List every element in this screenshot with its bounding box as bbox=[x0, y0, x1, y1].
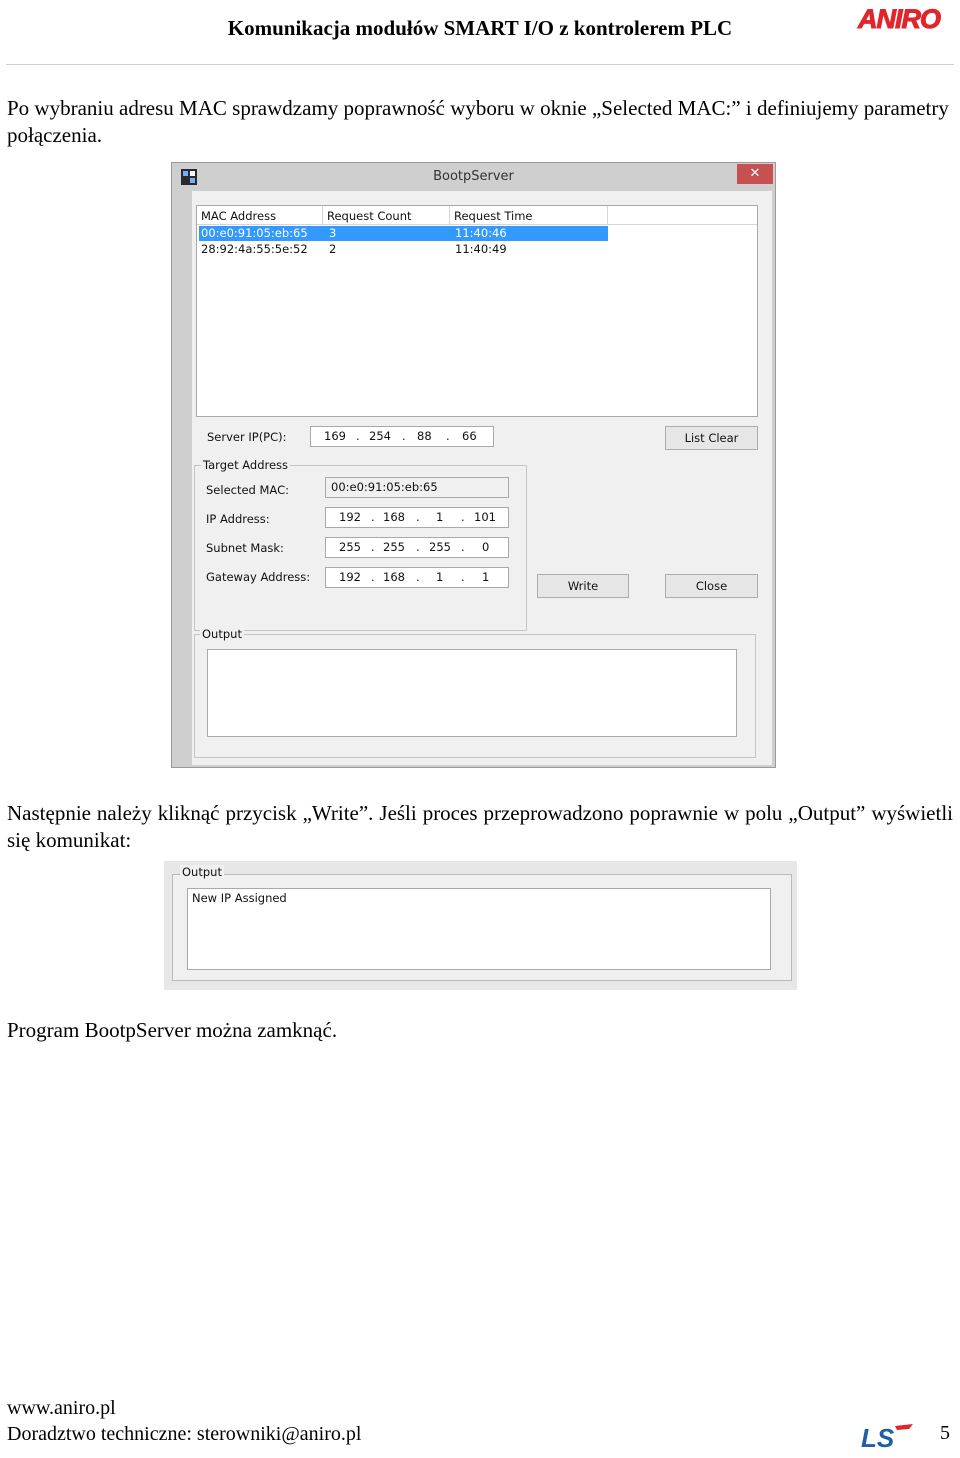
write-button[interactable]: Write bbox=[537, 574, 629, 598]
table-row[interactable] bbox=[199, 242, 608, 257]
window-close-button[interactable]: ✕ bbox=[737, 164, 773, 184]
window-title: BootpServer bbox=[433, 169, 514, 184]
intro-paragraph: Po wybraniu adresu MAC sprawdzamy poprawność wyboru w oknie „Selected MAC:” i definiujemy parametry połączenia. bbox=[7, 96, 949, 147]
row-count: 3 bbox=[329, 226, 337, 240]
ip-octet: 168 bbox=[383, 570, 405, 584]
header-divider bbox=[6, 64, 954, 65]
footer-support: Doradztwo techniczne: sterowniki@aniro.pl bbox=[7, 1423, 362, 1445]
output-snippet-group bbox=[172, 874, 792, 981]
selected-mac-value: 00:e0:91:05:eb:65 bbox=[331, 480, 438, 494]
column-header-empty bbox=[608, 206, 757, 225]
ip-octet: 254 bbox=[369, 429, 391, 443]
dialog-client-area bbox=[192, 191, 772, 765]
close-button[interactable]: Close bbox=[665, 574, 758, 598]
mac-list-view[interactable] bbox=[196, 205, 758, 417]
ip-octet: 1 bbox=[482, 570, 490, 584]
output-snippet-textarea[interactable] bbox=[187, 888, 771, 970]
ip-address-label: IP Address: bbox=[206, 512, 270, 526]
ip-octet: 255 bbox=[383, 540, 405, 554]
output-snippet bbox=[164, 861, 797, 990]
output-textarea[interactable] bbox=[207, 649, 737, 737]
selected-mac-field bbox=[325, 477, 509, 498]
row-count: 2 bbox=[329, 242, 337, 256]
aniro-logo: ANIRO bbox=[858, 4, 940, 34]
ip-octet: 255 bbox=[339, 540, 361, 554]
svg-text:LS: LS bbox=[861, 1423, 895, 1450]
column-header-mac[interactable]: MAC Address bbox=[197, 206, 323, 225]
table-row[interactable] bbox=[199, 226, 608, 241]
column-header-time[interactable]: Request Time bbox=[450, 206, 608, 225]
ip-octet: 1 bbox=[436, 510, 444, 524]
target-address-legend: Target Address bbox=[203, 458, 289, 472]
page-number: 5 bbox=[940, 1422, 950, 1444]
ip-octet: 101 bbox=[474, 510, 496, 524]
subnet-mask-label: Subnet Mask: bbox=[206, 541, 284, 555]
gateway-address-label: Gateway Address: bbox=[206, 570, 311, 584]
ip-octet: 169 bbox=[324, 429, 346, 443]
write-instruction-paragraph: Następnie należy kliknąć przycisk „Write”. Jeśli proces przeprowadzono poprawnie w polu „Output” wyświetli się komunikat: bbox=[7, 801, 953, 852]
row-mac: 00:e0:91:05:eb:65 bbox=[201, 226, 308, 240]
selected-mac-label: Selected MAC: bbox=[206, 483, 289, 497]
footer-website: www.aniro.pl bbox=[7, 1397, 116, 1419]
column-header-count[interactable]: Request Count bbox=[323, 206, 450, 225]
output-snippet-legend: Output bbox=[182, 865, 222, 879]
gateway-address-field[interactable]: 192 . 168 . 1 . 1 bbox=[325, 567, 509, 588]
ip-octet: 0 bbox=[482, 540, 490, 554]
list-clear-button[interactable]: List Clear bbox=[665, 426, 758, 450]
row-time: 11:40:49 bbox=[455, 242, 507, 256]
ip-address-field[interactable]: 192 . 168 . 1 . 101 bbox=[325, 507, 509, 528]
ip-octet: 66 bbox=[462, 429, 477, 443]
ip-octet: 1 bbox=[436, 570, 444, 584]
subnet-mask-field[interactable]: 255 . 255 . 255 . 0 bbox=[325, 537, 509, 558]
ip-octet: 88 bbox=[417, 429, 432, 443]
closing-paragraph: Program BootpServer można zamknąć. bbox=[7, 1018, 338, 1042]
bootpserver-window bbox=[171, 162, 776, 768]
row-mac: 28:92:4a:55:5e:52 bbox=[201, 242, 308, 256]
output-message: New IP Assigned bbox=[192, 891, 287, 905]
output-legend: Output bbox=[202, 627, 242, 641]
server-ip-field[interactable]: 169 . 254 . 88 . 66 bbox=[310, 426, 494, 447]
ls-logo bbox=[859, 1422, 915, 1450]
ip-octet: 192 bbox=[339, 570, 361, 584]
ip-octet: 192 bbox=[339, 510, 361, 524]
ip-octet: 168 bbox=[383, 510, 405, 524]
server-ip-label: Server IP(PC): bbox=[207, 430, 287, 444]
ip-octet: 255 bbox=[429, 540, 451, 554]
document-header-title: Komunikacja modułów SMART I/O z kontrolerem PLC bbox=[227, 16, 733, 40]
row-time: 11:40:46 bbox=[455, 226, 507, 240]
